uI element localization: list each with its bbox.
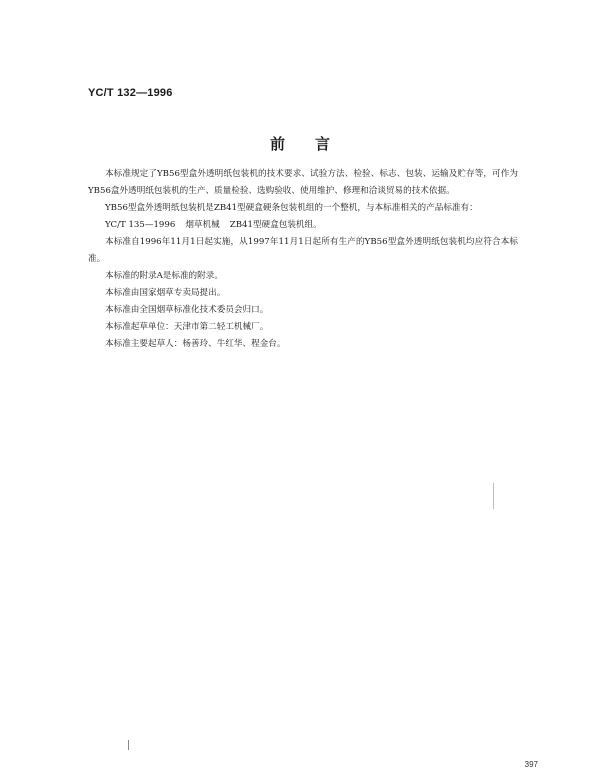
- scan-speck: [128, 740, 129, 750]
- reference-name: ZB41型硬盒包装机组。: [229, 220, 322, 230]
- paragraph-scope: 本标准规定了YB56型盒外透明纸包装机的技术要求、试验方法、检验、标志、包装、运输及贮存等，可作为YB56盒外透明纸包装机的生产、质量检验、选购验收、使用维护、修理和洽谈贸易的技术依据。: [88, 169, 518, 196]
- standard-code: YC/T 132—1996: [88, 87, 173, 99]
- paragraph-effective-date: 本标准自1996年11月1日起实施，从1997年11月1日起所有生产的YB56型盒外透明纸包装机均应符合本标准。: [88, 237, 518, 264]
- paragraph-proposer: 本标准由国家烟草专卖局提出。: [105, 288, 226, 298]
- page-number: 397: [524, 760, 538, 769]
- paragraph-drafters: 本标准主要起草人：杨善玲、牛红华、程金台。: [105, 339, 286, 349]
- reference-code: YC/T 135—1996: [105, 220, 176, 230]
- scan-speck: [493, 483, 494, 509]
- paragraph-drafting-unit: 本标准起草单位：天津市第二轻工机械厂。: [105, 322, 269, 332]
- paragraph-related-standards: YB56型盒外透明纸包装机是ZB41型硬盒硬条包装机组的一个整机，与本标准相关的产品标准有：: [105, 203, 478, 213]
- related-standard-reference: [88, 217, 518, 234]
- reference-category: 烟草机械: [185, 220, 220, 230]
- paragraph-appendix: 本标准的附录A是标准的附录。: [105, 271, 223, 281]
- preface-body: [88, 166, 518, 353]
- paragraph-administrator: 本标准由全国烟草标准化技术委员会归口。: [105, 305, 269, 315]
- page-title: 前言: [269, 135, 360, 153]
